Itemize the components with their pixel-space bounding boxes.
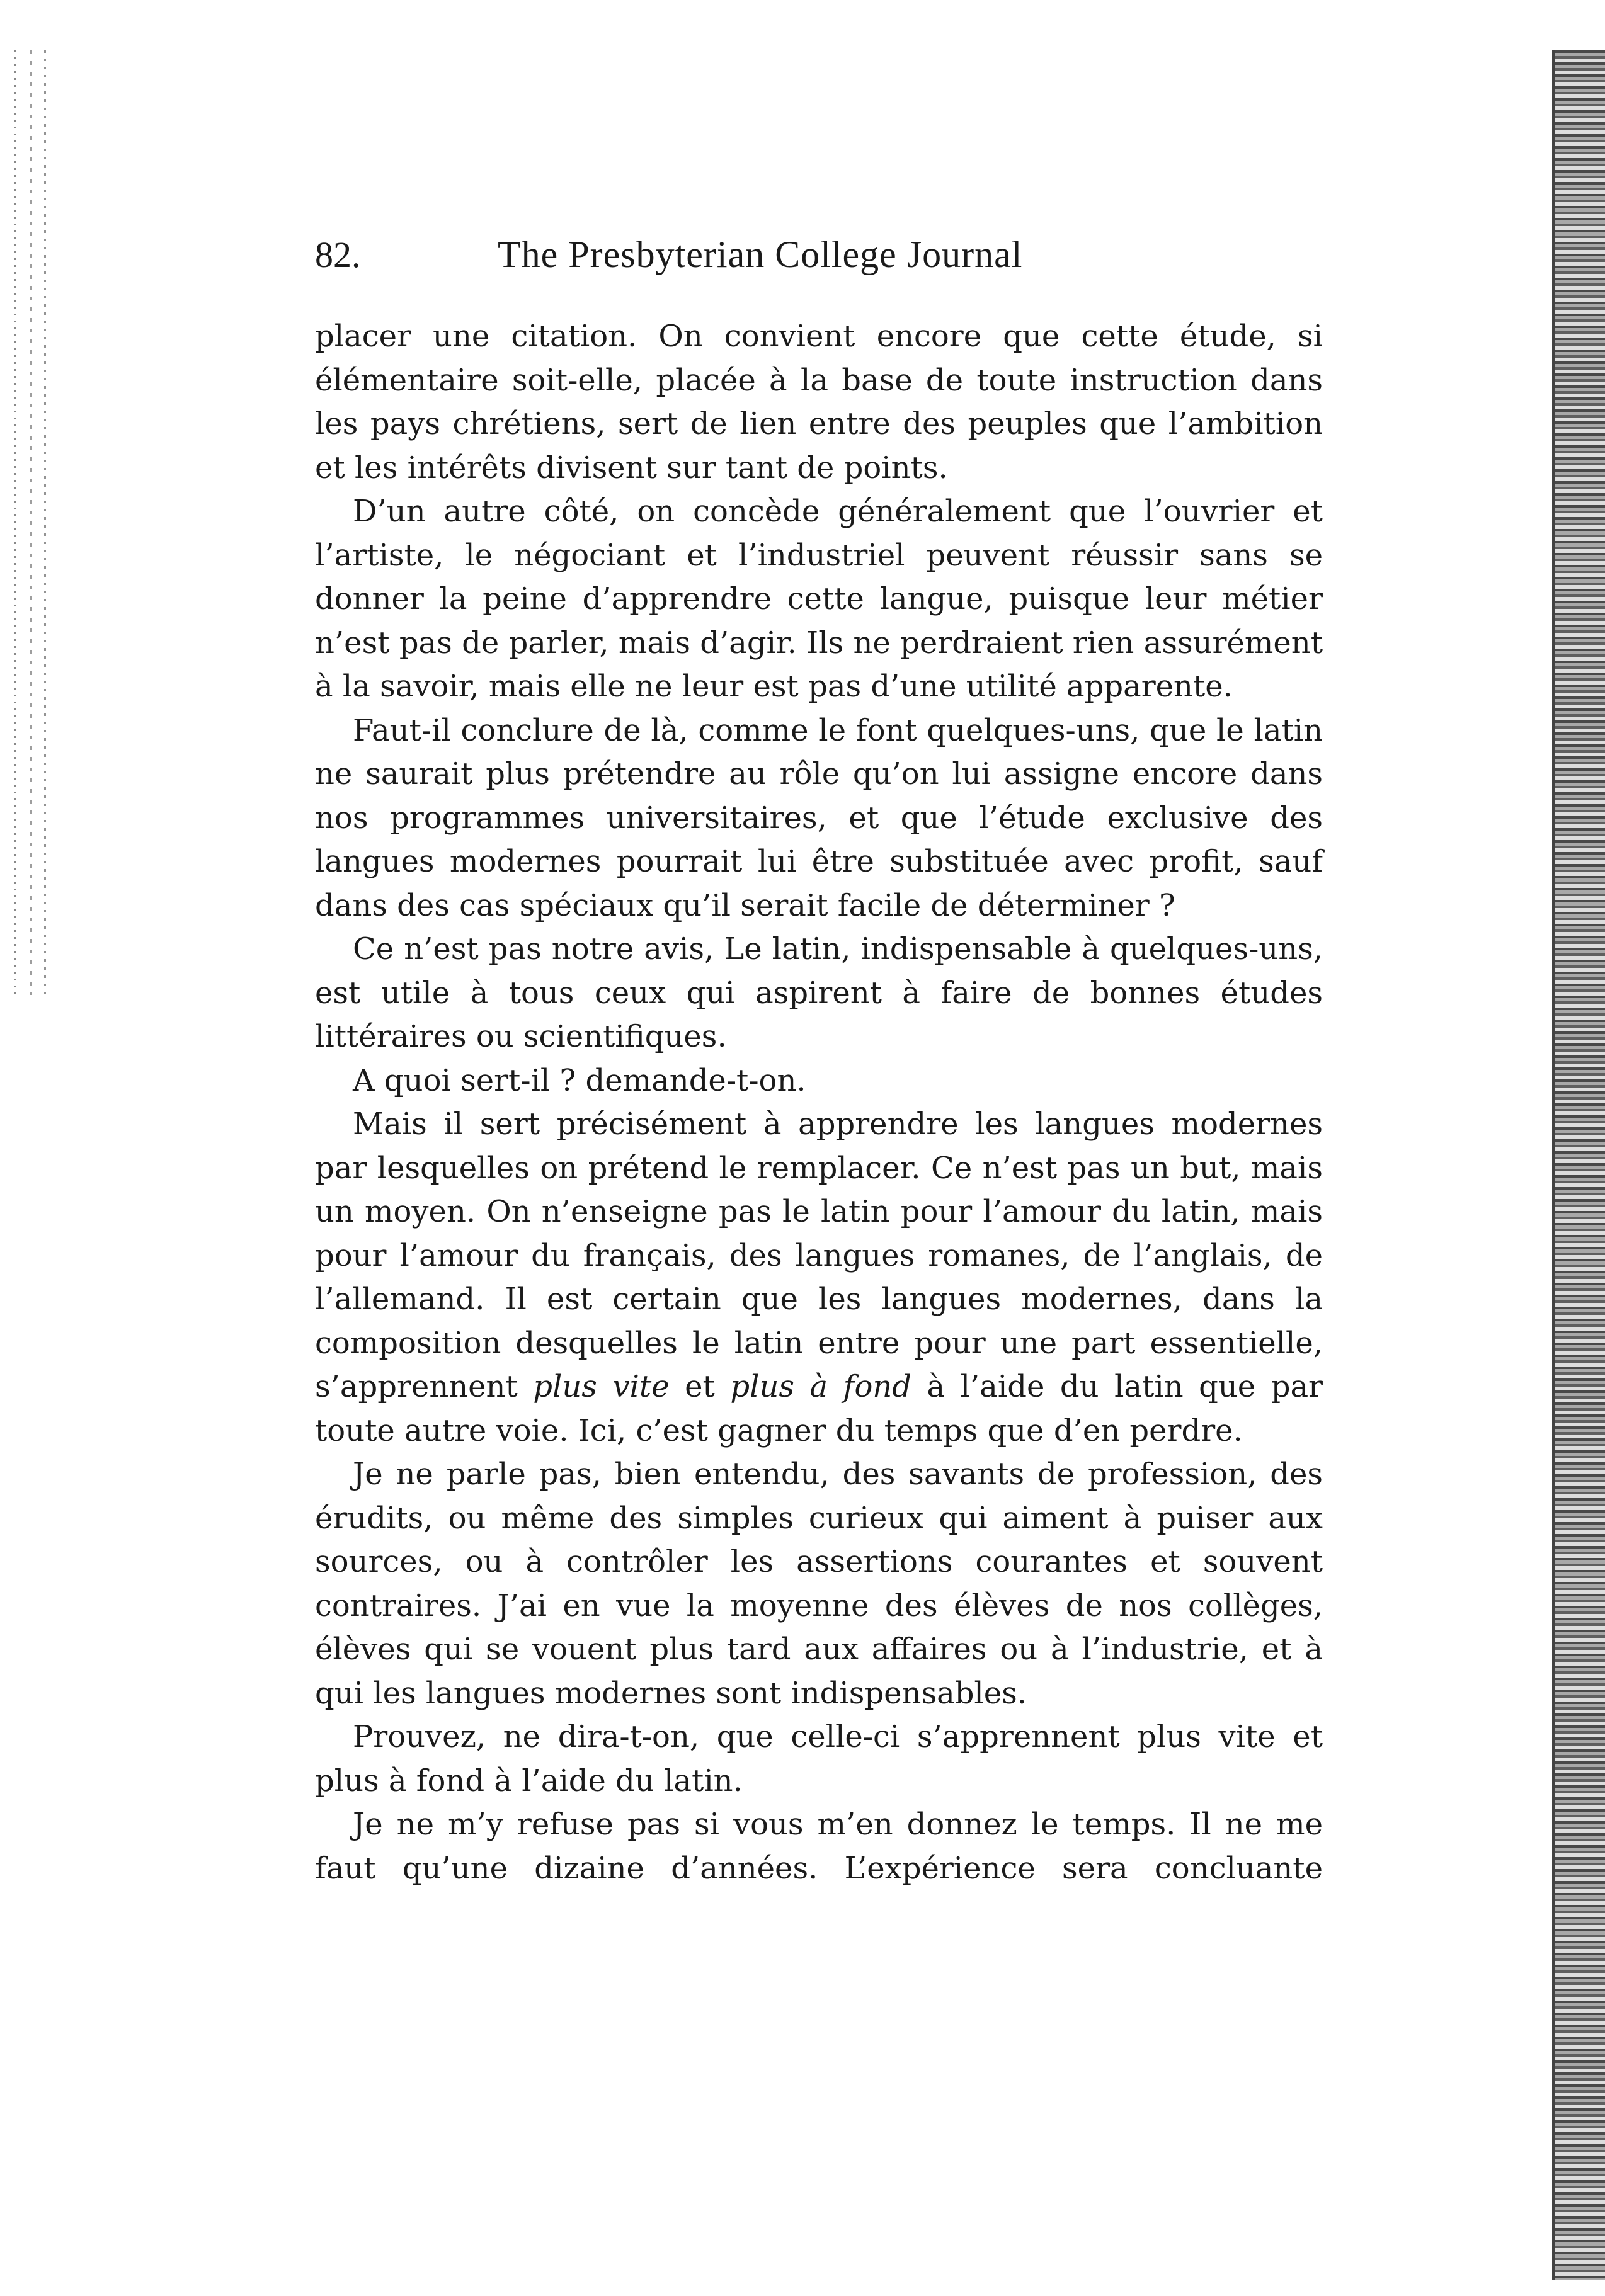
scan-margin-left xyxy=(0,50,60,995)
paragraph-2: D’un autre côté, on concède généralement que l’ouvrier et l’artiste, le négociant et l’industriel peuvent réussir sans se donner la peine d’apprendre cette langue, puisque leur métier n’est pas de parler, mais d’agir. Ils ne perdraient rien assurément à la savoir, mais elle ne leur est pas d’une utilité apparente. xyxy=(315,494,1323,704)
paragraph-6-text-3: à l’aide du latin que par toute autre voie. Ici, c’est gagner du temps que d’en perdre. xyxy=(315,1369,1323,1448)
book-page xyxy=(315,233,1323,1890)
paragraph-7: Je ne parle pas, bien entendu, des savants de profession, des érudits, ou même des simples curieux qui aiment à puiser aux sources, ou à contrôler les assertions courantes et souvent contraires. J’ai en vue la moyenne des élèves de nos collèges, élèves qui se vouent plus tard aux affaires ou à l’industrie, et à qui les langues modernes sont indispensables. xyxy=(315,1457,1323,1711)
paragraph-6-text: Mais il sert précisément à apprendre les langues modernes par lesquelles on prétend le remplacer. Ce n’est pas un but, mais un moyen. On n’enseigne pas le latin pour l’amour du latin, mais pour l’amour du français, des langues romanes, de l’anglais, de l’allemand. Il est certain que les langues modernes, dans la composition desquelles le latin entre pour une part essentielle, s’apprennent xyxy=(315,1106,1323,1404)
emphasis-plus-a-fond: plus à fond xyxy=(730,1369,911,1404)
body-text xyxy=(315,315,1323,1890)
paragraph-1: placer une citation. On convient encore que cette étude, si élémentaire soit-elle, placée à la base de toute instruction dans les pays chrétiens, sert de lien entre des peuples que l’ambition et les intérêts divisent sur tant de points. xyxy=(315,319,1323,486)
paragraph-6-text-2: et xyxy=(669,1369,731,1404)
paragraph-5: A quoi sert-il ? demande-t-on. xyxy=(353,1062,806,1098)
emphasis-plus-vite: plus vite xyxy=(533,1369,670,1404)
paragraph-8: Prouvez, ne dira-t-on, que celle-ci s’apprennent plus vite et plus à fond à l’aide du latin. xyxy=(315,1719,1323,1799)
paragraph-3: Faut-il conclure de là, comme le font quelques-uns, que le latin ne saurait plus prétendre au rôle qu’on lui assigne encore dans nos programmes universitaires, et que l’étude exclusive des langues modernes pourrait lui être substituée avec profit, sauf dans des cas spéciaux qu’il serait facile de déterminer ? xyxy=(315,712,1323,923)
paragraph-9: Je ne m’y refuse pas si vous m’en donnez le temps. Il ne me faut qu’une dizaine d’années. L’expérience sera concluante xyxy=(315,1807,1323,1886)
paragraph-6 xyxy=(315,1103,1323,1453)
paragraph-4: Ce n’est pas notre avis, Le latin, indispensable à quelques-uns, est utile à tous ceux qui aspirent à faire de bonnes études littéraires ou scientifiques. xyxy=(315,931,1323,1054)
scan-margin-right xyxy=(1552,50,1605,2280)
running-head: The Presbyterian College Journal xyxy=(498,234,1023,275)
page-number: 82. xyxy=(315,234,361,275)
page-header xyxy=(315,233,1323,302)
